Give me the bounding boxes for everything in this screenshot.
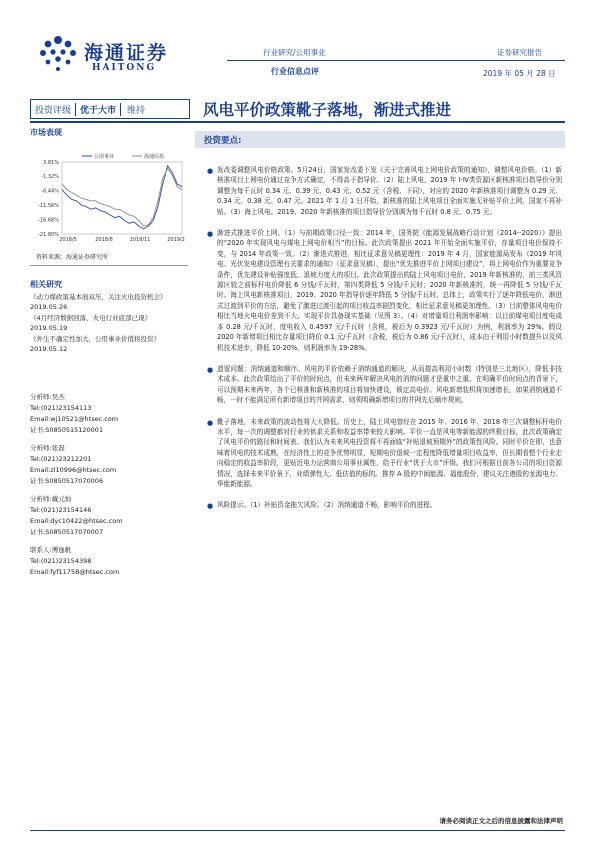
rating-action: 维持 <box>127 105 146 116</box>
analyst-block <box>30 392 190 436</box>
rating-label: 投资评级 <box>35 105 72 116</box>
y-tick-label: -21.80% <box>38 231 59 238</box>
analyst-block <box>30 545 190 578</box>
analyst-email[interactable]: Email:zl10996@htsec.com <box>30 466 117 474</box>
haitong-logo-icon <box>36 32 80 76</box>
related-item[interactable] <box>30 293 190 312</box>
point-text: 遗留问题：消纳通道和顺序。风电的平价依赖于消纳通道的解决，从而提高利用小时数（特别是三北地区），降低非技术成本。此次政策给出了平价的时间点，但未来两年解决风电的消纳问题才是重中之重。在明确平价时间点的背景下，可以预期未来两年，各个已核准和新核准的项目将加快建设，锁定高电价。风电新增装机将加速增长，如果消纳通道不畅，一时不能满足所有新增项目的并网需求，则须明确新增项目的并网先后顺序规则。 <box>217 364 562 405</box>
point-4 <box>207 417 562 490</box>
x-tick-label: 2019/2 <box>167 237 185 243</box>
analyst-cert: 证书:S0850517070007 <box>30 528 104 536</box>
logo <box>30 30 180 80</box>
header-date: 2019 年 05 月 28 日 <box>483 69 556 78</box>
y-tick-label: -6.44% <box>41 188 59 195</box>
market-chart <box>30 150 190 250</box>
legend-label: 海通综指 <box>144 153 165 160</box>
analyst-block <box>30 443 190 487</box>
legend-label: 公用事业 <box>94 153 115 160</box>
x-tick-label: 2018/8 <box>95 237 113 243</box>
series-line-1 <box>62 169 182 227</box>
bullet-icon: ● <box>207 418 214 427</box>
chart-source: 资料来源：海通证券研究所 <box>36 254 109 261</box>
analyst-cert: 证书:S0850515120001 <box>30 426 104 434</box>
y-tick-label: -11.56% <box>38 203 59 209</box>
market-heading: 市场表现 <box>30 128 62 137</box>
header-category: 行业研究/公用事业 <box>263 48 326 57</box>
main-section-bar <box>195 131 565 148</box>
title-divider <box>30 121 565 123</box>
analyst-tel: Tel:(021)23154146 <box>30 506 92 514</box>
related-title: 《动力煤政策基本面双压，关注火电投资机会》 <box>30 293 167 301</box>
analyst-tel: Tel:(021)23154113 <box>30 404 92 412</box>
x-tick-label: 2018/5 <box>59 237 77 243</box>
related-heading: 相关研究 <box>30 280 62 289</box>
header-divider <box>227 60 565 61</box>
analyst-name: 分析师:戴元灿 <box>30 495 72 503</box>
section-heading: 投资要点: <box>204 136 242 146</box>
related-date: 2019.05.19 <box>30 323 68 332</box>
report-title: 风电平价政策靴子落地，渐进式推进 <box>203 100 452 119</box>
bullet-icon: ● <box>207 502 214 511</box>
y-tick-label: -16.68% <box>38 217 59 224</box>
bullet-icon: ● <box>207 167 214 175</box>
related-list <box>30 293 190 354</box>
y-tick-label: 3.81% <box>43 159 59 166</box>
related-date: 2019.05.12 <box>30 344 68 353</box>
rating-value: 优于大市 <box>75 103 121 116</box>
point-2 <box>207 228 562 353</box>
analyst-email[interactable]: Email:dyc10422@htsec.com <box>30 517 123 525</box>
related-date: 2019.05.26 <box>30 302 68 311</box>
point-text: 靴子落地，未来政策的波动性将大大降低。历史上，陆上风电曾经在 2015 年、2016 年、2018 年三次调整标杆电价水平，每一次的调整都对行业的供求关系和收益率带来较大影响。平价一直是风电等新能源的终极目标，此次政策确定了风电平价的路径和时间表。我们认为未来风电投资将不再面临“补贴退坡预期外”的政策性风险。同时平价在即，也意味着风电的技术成熟，在经济性上的竞争优势明显，短期电价退坡一定程度降低增量项目收益率，但长期看整个行业走向稳定的收益率阶段，更贴近电力运营商公用事业属性，给予行业“优于大市”评级。我们可根据目前各公司的项目资源情况，选择未来平价景下，业绩弹性大、低估值的标的。推荐 A 股的中闽能源、福能股份，建议关注港股的龙源电力、华能新能源。 <box>217 417 562 488</box>
rating-box <box>30 99 190 119</box>
analyst-email[interactable]: Email:wj10521@htsec.com <box>30 415 119 423</box>
point-3 <box>207 364 562 406</box>
footer-disclaimer: 请务必阅读正文之后的信息披露和法律声明 <box>439 817 563 825</box>
point-1 <box>207 165 562 217</box>
analyst-block <box>30 494 190 538</box>
point-text: 渐进式推进平价上网。（1）与前期政策口径一致：2014 年，国务院《能源发展战略行动计划（2014--2020）》提出的“2020 年实现风电与煤电上网电价相当”的目标。此次政策提出 2021 年开始全面实施平价，存量项目电价保持不变，与 2014 年政策一致。（2）渐进式推进，相比征求意见稿更理性：2019 年 4 月，国家能源局发布《2019 年风电、光伏发电建设管理有关要求的通知》（征求意见稿），提出“优先推进平价上网项目建设”，将上网电价作为重要竞争条件，优先建设补贴强度低、退坡力度大的项目。此次政策提出的陆上风电项目电价，2019 年新核准的，前三类风资源区较之前标杆电价降低 6 分钱/千瓦时，第四类降低 5 分钱/千瓦时；2020 年新核准的，统一再降低 5 分钱/千瓦时。海上风电新核准项目，2019、2020 年指导价逐年降低 5 分钱/千瓦时。总体上，政策实行了逐年降低电价，渐进式过渡到平价的方法，避免了激进过渡引起的项目收益率剧烈变化，相比征求意见稿更加理性。（3）目前整体风电电价相比当地火电电价差到不大，实现平价具备现实基础（见图 3）。（4）对增量项目利润率影响：以目前煤电项目度电成本 0.28 元/千瓦时，度电收入 0.4597 元/千瓦时（含税，税后为 0.3923 元/千瓦时）为例，利润率为 29%。假设 2020 年新增项目相比存量项目降价 0.1 元/千瓦时（含税，税后为 0.86 元/千瓦时），成本由于利用小时数提升以及风机技术进步，降低 10-20%，则利润率为 19-28%。 <box>217 229 562 352</box>
analyst-list <box>30 392 190 578</box>
sidebar-divider <box>30 265 188 266</box>
related-item[interactable] <box>30 314 190 333</box>
chart-frame <box>62 162 182 234</box>
analyst-email[interactable]: Email:fyf11758@htsec.com <box>30 568 120 576</box>
footer-divider <box>30 830 565 831</box>
point-text: 发改委调整风电价格政策。5月24日，国家发改委下发《关于完善风电上网电价政策的通知》，调整风电价格。（1）新核准项目上网电价通过竞争方式确定，不得高于指导价。（2）陆上风电，2019 年 Ⅰ-Ⅳ类资源区新核准项目指导价分别调整为每千瓦时 0.34 元、0.39 元、0.43 元、0.52 元（含税、下同），对应的 2020 年新核准项目调整为 0.29 元、0.34 元、0.38 元、0.47 元。2021 年 1 月 1 日开始，新核准的陆上风电项目全面实施无补贴平价上网，国家不再补贴。（3）海上风电。2019、2020 年新核准的项目指导价分别调为每千瓦时 0.8 元、0.75 元。 <box>217 166 562 216</box>
related-title: 《4月经济数据回落，火电行业底部已现》 <box>30 314 152 322</box>
analyst-name: 分析师:吴杰 <box>30 393 65 401</box>
point-5 <box>207 500 562 511</box>
header-subcategory: 行业信息点评 <box>271 67 319 76</box>
related-item[interactable] <box>30 335 190 354</box>
logo-cn: 海通证券 <box>84 42 169 64</box>
logo-en: HAITONG <box>92 63 157 73</box>
analyst-name: 分析师:张磊 <box>30 444 65 452</box>
y-tick-label: -1.32% <box>41 174 59 181</box>
x-tick-label: 2018/11 <box>129 237 151 243</box>
key-points <box>207 165 562 511</box>
header-report-type: 证券研究报告 <box>497 48 542 57</box>
analyst-tel: Tel:(021)23154398 <box>30 557 92 565</box>
analyst-name: 联系人:傅逸帆 <box>30 546 72 554</box>
analyst-cert: 证书:S0850517070006 <box>30 477 104 485</box>
point-text: 风险提示。（1）补贴资金拖欠风险。（2）消纳通道不畅，影响平价的进程。 <box>217 501 437 510</box>
analyst-tel: Tel:(021)23212201 <box>30 455 92 463</box>
market-chart-svg <box>30 150 190 250</box>
bullet-icon: ● <box>207 230 214 239</box>
related-title: 《外生不确定性加大，公用事业价值将投资》 <box>30 335 160 343</box>
bullet-icon: ● <box>207 365 214 374</box>
